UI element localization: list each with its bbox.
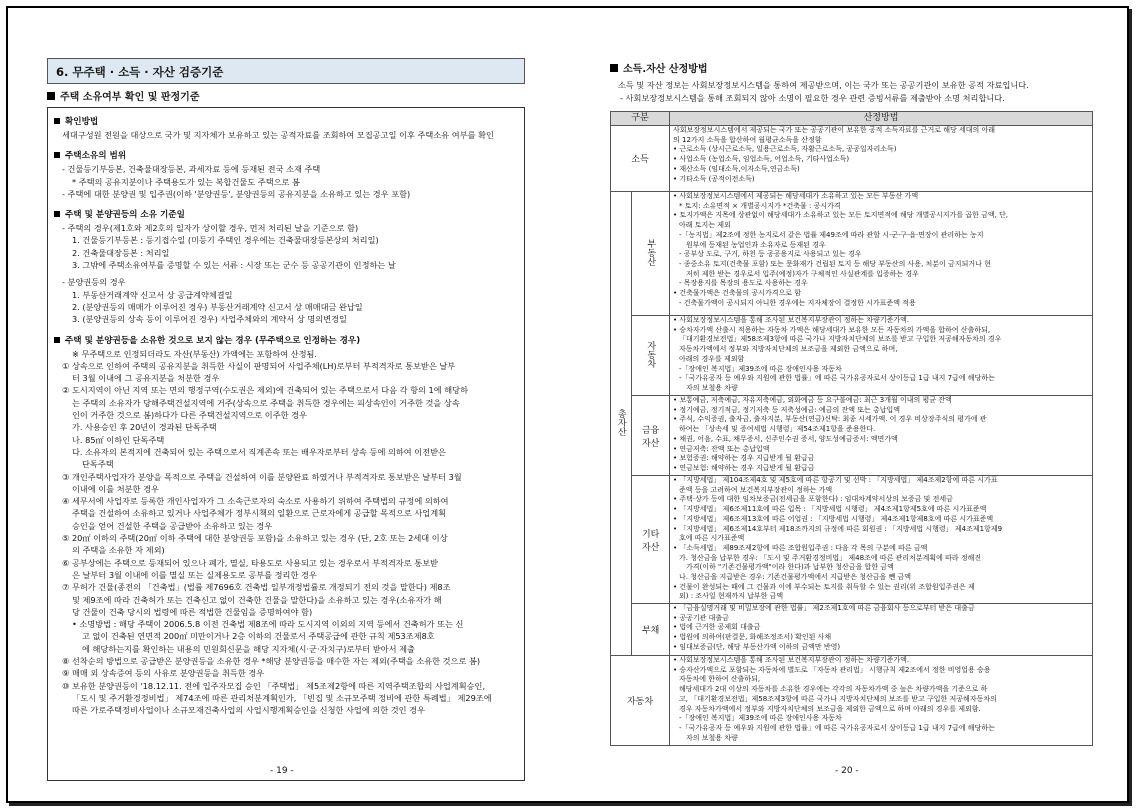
cell-line: 가. 청산금을 납부한 경우: 「도시 및 주거환경정비법」 제48조에 따른 관리처분계획에 따라 정해진 (679, 553, 982, 562)
cell-line: 사회보장정보시스템에서 제공되는 국가 또는 공공기관이 보유한 공적 소득자료를 근거로 해당 세대의 아래 (673, 126, 996, 134)
cell-line: 아래의 경우를 제외함 (679, 354, 745, 363)
cell-line: • 주식, 수익증권, 출자금, 출자지분, 부동산(연금)신탁: 최종 시세가액. 이 경우 비상장주식의 평가에 관 (673, 415, 987, 424)
text-line: 1. 건물등기부등본 : 등기접수일 (미등기 주택인 경우에는 건축물대장등본상의 처리일) (72, 235, 379, 246)
row-label-financial: 금융 자산 (632, 396, 670, 476)
text-line: ⑧ 선착순의 방법으로 공급받은 분양권등을 소유한 경우 *해당 분양권등을 매수한 자는 제외(주택을 소유한 것으로 봄) (62, 655, 481, 666)
cell-line: • 채권, 어음, 수표, 채무증서, 신주인수권 증서, 양도성예금증서: 액면가액 (673, 434, 898, 443)
cell-line: -「농지법」제2조에 정한 농지로서 같은 법률 제49조에 따라 관할 시·군·구·읍·면장이 관리하는 농지 (679, 230, 984, 239)
table-header-method: 산정방법 (670, 112, 1093, 126)
income-asset-subheading-text: 소득.자산 산정방법 (623, 64, 708, 75)
row-income (670, 126, 1093, 192)
intro-line-1: 소득 및 자산 정보는 사회보장정보시스템을 통하여 제공받으며, 이는 국가 또는 공공기관이 보유한 공적 자료입니다. (618, 80, 1029, 90)
calculation-table (610, 111, 1093, 746)
cell-line: 준액 등을 고려하여 보건복지부장관이 정하는 가액 (679, 485, 833, 494)
cell-line: • 보통예금, 저축예금, 자유저축예금, 외화예금 등 요구불예금: 최근 3개월 이내의 평균 잔액 (673, 396, 952, 404)
box-heading (54, 115, 518, 127)
text-line: 따른 가로주택정비사업이나 소규모재건축사업의 사업시행계획승인을 신청한 사업에 의한 것인 경우 (72, 705, 426, 716)
box-heading-text: 주택소유의 범위 (65, 151, 127, 162)
cell-line: 「대기환경보전법」제58조제3항에 따른 국가나 지방자치단체의 보조를 받고 구입한 저공해자동차의 경우 (679, 335, 1002, 344)
cell-line: 자의 보철용 차량 (686, 383, 738, 392)
cell-line: • 임대보증금(단, 해당 부동산가액 이하의 금액만 반영) (673, 642, 841, 651)
cell-line: -「국가유공자 등 예우와 지원에 관한 법률」에 따른 국가유공자로서 상이등급 1급 내지 7급에 해당하는 (679, 723, 995, 732)
cell-line: • 「금융실명거래 및 비밀보장에 관한 법률」 제2조제1호에 따른 금융회사 등으로부터 받은 대출금 (673, 604, 975, 612)
cell-line: 외) : 조사일 현재까지 납부한 금액 (679, 592, 784, 601)
row-label-total-assets (611, 192, 632, 656)
row-label-other: 기타 자산 (632, 476, 670, 604)
vehicle-asset-label: 자동차 (645, 340, 656, 368)
row-other (670, 476, 1093, 604)
cell-line: • 사회보장정보시스템을 통해 조사된 보건복지부장관이 정하는 차량기준가액. (673, 316, 910, 324)
spacer (54, 141, 518, 146)
left-page (47, 58, 525, 781)
text-line: 의 주택을 소유한 자 제외) (72, 545, 165, 556)
text-line: ⑦ 무허가 건물(종전의 「건축법」(법률 제7696호 건축법 일부개정법률로 개정되기 전의 것을 말한다) 제8조 (62, 582, 451, 593)
cell-line: • 재산소득 (임대소득,이자소득,연금소득) (673, 164, 800, 173)
cell-line: • 「지방세법」 제6조제14호부터 제18조까지의 규정에 따른 회원권 : 「지방세법 시행령」 제4조제1항제9 (673, 524, 1003, 533)
cell-line: -「장애인 복지법」제39조에 따른 장애인사용 자동차 (679, 714, 842, 723)
square-bullet-icon (47, 92, 55, 100)
cell-line: • 사회보장정보시스템에서 제공되는 해당세대가 소유하고 있는 모든 부동산 가액 (673, 192, 919, 200)
cell-line: 자의 보철용 차량 (686, 733, 738, 742)
square-bullet-icon (54, 118, 60, 124)
cell-line: • 건물이 완성되는 때에 그 건물과 이에 부수되는 토지를 취득할 수 있는 권리(위 조합원입주권은 제 (673, 582, 975, 591)
cell-line: - 공부상 도로, 구거, 하천 등 공공용지로 사용되고 있는 경우 (679, 250, 862, 259)
text-line: 2. 건축물대장등본 : 처리일 (72, 247, 170, 258)
section-title: 6. 무주택 · 소득 · 자산 검증기준 (47, 58, 525, 84)
page-number-right: - 20 - (835, 766, 859, 776)
spacer (54, 326, 518, 331)
cell-line: • 기타소득 (공적이전소득) (673, 174, 755, 183)
cell-line: • 토지가액은 지목에 상관없이 해당세대가 소유하고 있는 모든 토지면적에 해당 개별공시지가를 곱한 금액, 단, (673, 211, 1009, 220)
row-label-car: 자동차 (611, 656, 670, 746)
cell-line: 호에 따른 시가표준액 (679, 534, 745, 543)
row-car (670, 656, 1093, 746)
text-line: * 주택의 공유지분이나 주택용도가 있는 복합건물도 주택으로 봄 (72, 176, 300, 187)
text-line: 인이 거주한 것으로 봄)하다가 다른 주택건설지역으로 이주한 경우 (72, 410, 307, 421)
cell-content (670, 476, 1092, 602)
text-line: 나. 85㎡ 이하인 단독주택 (72, 434, 165, 445)
cell-line: 경우 자동차가액에서 정부와 지방자치단체의 보조금을 제외한 금액으로 하며 아래의 경우를 제외함. (679, 704, 981, 713)
text-line: ② 도시지역이 아닌 지역 또는 면의 행정구역(수도권은 제외)에 건축되어 있는 주택으로서 다음 각 항의 1에 해당하 (62, 385, 468, 396)
text-line: 주택을 건설하여 소유하고 있거나 사업주체가 정부시책의 일환으로 근로자에게 공급할 목적으로 사업계획 (72, 508, 447, 519)
cell-line: 아래 토지는 제외 (679, 221, 731, 230)
row-label-real-estate (632, 192, 670, 316)
cell-line: • 정기예금, 정기적금, 정기저축 등 저축성예금: 예금의 잔액 또는 총납입액 (673, 405, 901, 414)
text-line: - 주택에 대한 분양권 및 입주권(이하 '분양권등', 분양권등의 공유지분을 소유하고 있는 경우 포함) (62, 188, 411, 199)
cell-content (670, 316, 1092, 394)
text-line: 2. (분양권등의 매매가 이루어진 경우) 부동산거래계약 신고서 상 매매대금 완납일 (72, 301, 363, 312)
cell-line: • 주택·상가 등에 대한 임차보증금(전세금을 포함한다) : 임대차계약서상의 보증금 및 전세금 (673, 495, 953, 504)
right-page (610, 58, 1093, 746)
cell-line: • 공공기관 대출금 (673, 613, 729, 622)
cell-line: 하여는 「상속세 및 증여세법 시행령」제54조제1항을 준용한다. (679, 425, 876, 434)
box-heading-text: 주택 및 분양권등의 소유 기준일 (65, 210, 185, 221)
housing-criteria-box (47, 107, 525, 781)
cell-line: • 사회보장정보시스템을 통해 조사된 보건복지부장관이 정하는 차량기준가액. (673, 656, 910, 664)
cell-line: -「장애인 복지법」제39조에 따른 장애인사용 자동차 (679, 364, 842, 373)
square-bullet-icon (54, 152, 60, 158)
text-line: - 주택의 경우(제1호와 제2호의 일자가 상이할 경우, 먼저 처리된 날을 기준으로 함) (62, 223, 359, 234)
square-bullet-icon (610, 64, 618, 72)
cell-line: 자동차가액에서 정부와 지방자치단체의 보조금을 제외한 금액으로 하며, (679, 345, 898, 354)
cell-content (670, 656, 1092, 743)
spacer (54, 200, 518, 205)
cell-line: • 건축물가액은 건축물의 공시가격으로 함 (673, 289, 801, 298)
cell-content (670, 604, 1092, 653)
text-line: ④ 세무서에 사업자로 등록한 개인사업자가 그 소속근로자의 숙소로 사용하기 위하여 주택법의 규정에 의하여 (62, 496, 449, 507)
cell-line: 의 12가지 소득을 합산하여 월평균소득을 산정함 (673, 135, 822, 144)
cell-line: • 연금보험: 해약하는 경우 지급받게 될 환급금 (673, 463, 815, 472)
text-line: 승인을 얻어 건설한 주택을 공급받아 소유하고 있는 경우 (72, 520, 273, 531)
text-line: 가. 사용승인 후 20년이 경과된 단독주택 (72, 422, 217, 433)
text-line: ① 상속으로 인하여 주택의 공유지분을 취득한 사실이 판명되어 사업주체(LH)로부터 부적격자로 통보받은 날부 (62, 360, 456, 371)
cell-line: - 종중소유 토지(건축물 포함) 또는 문화재가 건립된 토지 등 해당 부동산의 사용, 처분이 금지되거나 현 (679, 259, 991, 268)
cell-line: • 「소득세법」 제89조제2항에 따른 조합원입주권 : 다음 각 목의 구분에 따른 금액 (673, 543, 928, 552)
square-bullet-icon (54, 337, 60, 343)
text-line: 에 해당하는지를 확인하는 내용의 민원회신문을 해당 지자체(시·군·자치구)로부터 받아서 제출 (82, 643, 415, 654)
cell-content (670, 396, 1092, 474)
box-heading (54, 334, 518, 346)
box-heading (54, 149, 518, 161)
text-line: 3. (분양권등의 상속 등이 이루어진 경우) 사업주체와의 계약서 상 명의변경일 (72, 314, 347, 325)
square-bullet-icon (54, 211, 60, 217)
cell-line: • 사업소득 (농업소득, 임업소득, 어업소득, 기타사업소득) (673, 155, 850, 164)
row-financial (670, 396, 1093, 476)
cell-line: • 근로소득 (상시근로소득, 일용근로소득, 자활근로소득, 공공일자리소득) (673, 145, 897, 154)
text-line: - 분양권등의 경우 (62, 277, 126, 288)
housing-subheading-text: 주택 소유여부 확인 및 판정기준 (60, 92, 200, 103)
cell-content (670, 126, 1092, 184)
cell-line: • 「지방세법」 제6조제11호에 따른 입목 : 「지방세법 시행령」 제4조제1항제5호에 따른 시가표준액 (673, 505, 987, 514)
row-label-vehicle-asset (632, 316, 670, 396)
cell-line: • 승자산가액으로 포함되는 자동차에 별도로 「자동차 관리법」 시행규칙 제2조에서 정한 비영업용 승용 (673, 665, 991, 674)
text-line: 3. 그밖에 주택소유여부를 증명할 수 있는 서류 : 시장 또는 군수 등 공공기관이 인정하는 날 (72, 260, 396, 271)
cell-line: * 토지: 소유면적 × 개별공시지가 *건축물 : 공시가격 (679, 201, 841, 210)
cell-line: 해당세대가 2대 이상의 자동차를 소유한 경우에는 각각의 자동차가액 중 높은 차량가액을 기준으로 하 (679, 685, 988, 694)
cell-line: - 목장용지를 목장의 용도로 사용하는 경우 (679, 279, 808, 288)
text-line: ⑥ 공부상에는 주택으로 등재되어 있으나 폐가, 멸실, 타용도로 사용되고 있는 경우로서 부적격자로 통보받 (62, 557, 438, 568)
text-line: 「도시 및 주거환경정비법」 제74조에 따른 관리처분계획인가, 「빈집 및 소규모주택 정비에 관한 특례법」 제29조에 (72, 692, 492, 703)
cell-line: • 연금저축: 잔액 또는 총납입액 (673, 444, 770, 453)
cell-line: • 「지방세법」 제6조제13호에 따른 어업권 : 「지방세법 시행령」 제4조제1항제8호에 따른 시가표준액 (673, 514, 994, 523)
cell-line: 원부에 등재된 농업인과 소유자로 등재된 경우 (686, 240, 826, 249)
cell-line: 가격(이하 "기존건물평가액"이라 한다)과 납부한 청산금을 합한 금액 (686, 563, 894, 572)
box-heading-text: 주택 및 분양권등을 소유한 것으로 보지 않는 경우 (무주택으로 인정하는 경우) (65, 335, 361, 346)
cell-line: - 건축물가액이 공시되지 아니한 경우에는 지자체장이 결정한 시가표준액 적용 (679, 298, 916, 307)
text-line: ⑩ 보유한 분양권등이 '18.12.11. 전에 입주자모집 승인 「주택법」 제5조제2항에 따른 지역주택조합의 사업계획승인, (62, 680, 486, 691)
cell-line: 고, 「대기환경보전법」제58조제3항에 따른 국가나 지방자치단체의 보조를 받고 구입한 저공해자동차의 (679, 694, 997, 703)
cell-line: -「국가유공자 등 예우와 지원에 관한 법률」에 따른 국가유공자로서 상이등급 1급 내지 7급에 해당하는 (679, 374, 995, 383)
text-line: 는 주택의 소유자가 당해주택건설지역에 거주(상속으로 주택을 취득한 경우에는 피상속인이 거주한 것을 상속 (72, 397, 460, 408)
text-line: 은 날부터 3월 이내에 이를 멸실 또는 실제용도로 공부를 정리한 경우 (72, 569, 317, 580)
table-header-category: 구분 (611, 112, 670, 126)
row-vehicle-asset (670, 316, 1093, 396)
row-real-estate (670, 192, 1093, 316)
text-line: 세대구성원 전원을 대상으로 국가 및 지자체가 보유하고 있는 공적자료를 조회하여 모집공고일 이후 주택소유 여부를 확인 (62, 130, 494, 140)
row-label-liability: 부채 (632, 604, 670, 656)
cell-line: • 보험증권: 해약하는 경우 지급받게 될 환급금 (673, 454, 815, 463)
cell-content (670, 192, 1092, 308)
text-line: ⑤ 20㎡ 이하의 주택(20㎡ 이하 주택에 대한 분양권등 포함)을 소유하고 있는 경우 (단, 2호 또는 2세대 이상 (62, 533, 448, 544)
cell-line: 나. 청산금을 지급받은 경우: 기존건물평가액에서 지급받은 청산금을 뺀 금액 (679, 573, 912, 582)
housing-subheading (47, 88, 525, 103)
text-line: 터 3월 이내에 그 공유지분을 처분한 경우 (72, 373, 220, 384)
text-line: 이내에 이를 처분한 경우 (72, 483, 159, 494)
intro-line-2: - 사회보장정보시스템을 통해 조회되지 않아 소명이 필요한 경우 관련 증빙서류를 제출받아 소명 처리합니다. (620, 93, 1005, 103)
text-line: 고 없이 건축된 연면적 200㎡ 미만이거나 2층 이하의 건물로서 주택공급에 관한 규칙 제53조제8호 (82, 631, 435, 642)
row-liability (670, 604, 1093, 656)
text-line: 단독주택 (82, 459, 114, 470)
text-line: ※ 무주택으로 인정되더라도 자산(부동산) 가액에는 포함하여 산정됨. (72, 348, 318, 359)
text-line: - 건물등기부등본, 건축물대장등본, 과세자료 등에 등재된 전국 소재 주택 (62, 164, 321, 175)
text-line: 당 건물이 건축 당시의 법령에 따른 적법한 건물임을 증명하여야 함) (72, 606, 313, 617)
cell-line: • 승차자가액 산출시 적용하는 자동차 가액은 해당세대가 보유한 모든 자동차의 가액을 합하여 산출하되, (673, 325, 991, 334)
text-line: ⑨ 매매 외 상속증여 등의 사유로 분양권등을 취득한 경우 (62, 668, 265, 679)
income-asset-subheading (610, 60, 1093, 75)
cell-line: • 「지방세법」 제104조제4호 및 제5호에 따른 항공기 및 선박 : 「지방세법」 제4조제2항에 따른 시가표 (673, 476, 998, 484)
page-number-left: - 19 - (270, 766, 294, 776)
text-line: • 소명방법 : 해당 주택이 2006.5.8 이전 건축법 제8조에 따라 도시지역 이외의 지역 등에서 건축허가 또는 신 (72, 619, 464, 630)
box-heading-text: 확인방법 (65, 117, 99, 127)
text-line: 1. 부동산거래계약 신고서 상 공급계약체결일 (72, 289, 233, 300)
row-label-income: 소득 (611, 126, 670, 192)
cell-line: • 법원에 의하여(판결문, 화해조정조서) 확인된 사채 (673, 633, 832, 642)
cell-line: • 법에 근거한 공제회 대출금 (673, 623, 761, 632)
box-heading (54, 208, 518, 220)
total-assets-label: 총자산 (615, 408, 626, 436)
text-line: ③ 개인주택사업자가 분양을 목적으로 주택을 건설하여 이를 분양완료 하였거나 부적격자로 통보받은 날부터 3월 (62, 471, 462, 482)
text-line: 다. 소유자의 본적지에 건축되어 있는 주택으로서 직계존속 또는 배우자로부터 상속 등에 의하여 이전받은 (72, 446, 446, 457)
cell-line: 자동차에 한하여 산출하되, (679, 675, 761, 684)
cell-line: 저히 제한 받는 경우로서 입주(예정)자가 구체적인 사실관계를 입증하는 경우 (686, 269, 919, 278)
text-line: 및 제9조에 따라 건축허가 또는 건축신고 없이 건축한 건물을 말한다)을 소유하고 있는 경우(소유자가 해 (72, 594, 442, 605)
real-estate-label: 부동산 (645, 238, 656, 266)
